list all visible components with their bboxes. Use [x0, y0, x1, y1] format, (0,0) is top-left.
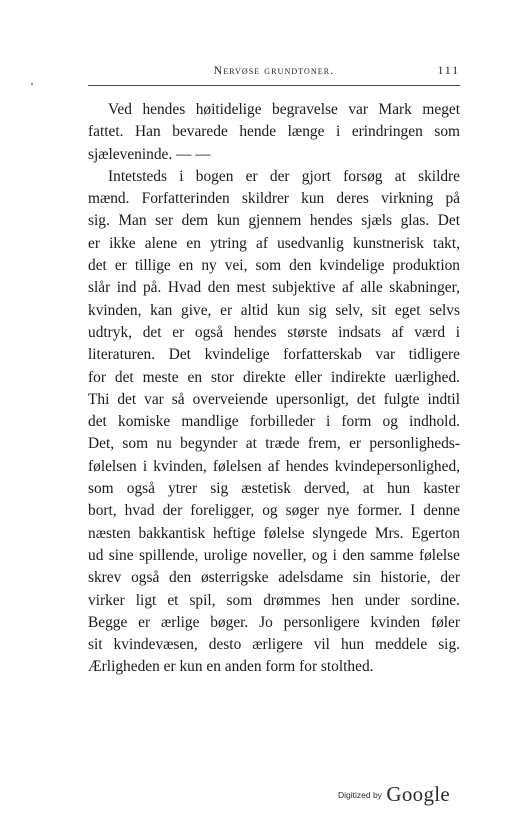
- text-line: sig. Man ser dem kun gjennem hendes sjæls glas. Det: [88, 212, 460, 230]
- text-line: Ved hendes høitidelige begravelse var Mark meget: [108, 101, 460, 118]
- text-line: mænd. Forfatterinden skildrer kun deres virkning på: [88, 190, 460, 208]
- text-line: slår ind på. Hvad den mest subjektive af alle skabninger,: [88, 279, 460, 297]
- text-line: kvinden, kan give, er altid kun sig selv, sit eget selvs: [88, 301, 460, 319]
- text-line: Ærligheden er kun en anden form for stolthed.: [88, 658, 374, 676]
- text-line: Begge er ærlige bøger. Jo personligere kvinden føler: [88, 613, 460, 631]
- text-line: udtryk, det er også hendes største indsats af værd i: [88, 323, 460, 341]
- body-text: [88, 99, 460, 679]
- text-line: sjæleveninde. — —: [88, 145, 211, 163]
- text-line: literaturen. Det kvindelige forfatterskab var tidligere: [88, 346, 460, 364]
- digitized-watermark: [338, 782, 450, 807]
- digitized-label: Digitized by: [337, 790, 382, 800]
- text-line: det komiske mandlige forbilleder i form og indhold.: [88, 413, 460, 431]
- text-line: følelsen i kvinden, følelsen af hendes kvindepersonlighed,: [88, 457, 460, 475]
- text-line: sit kvindevæsen, desto ærligere vil hun meddele sig.: [88, 636, 460, 654]
- google-logo: Google: [386, 782, 450, 806]
- header-rule: [88, 85, 460, 86]
- text-line: er ikke alene en ytring af usedvanlig kunstnerisk takt,: [88, 234, 460, 252]
- text-line: fattet. Han bevarede hende længe i erindringen som: [88, 123, 460, 141]
- text-line: som også ytrer sig æstetisk derved, at hun kaster: [88, 480, 460, 498]
- text-line: Thi det var så overveiende upersonligt, det fulgte indtil: [88, 390, 460, 408]
- text-line: virker ligt et spil, som drømmes hen under sordine.: [88, 591, 460, 609]
- text-line: Intetsteds i bogen er der gjort forsøg at skildre: [108, 167, 460, 185]
- page-number: 111: [437, 65, 460, 77]
- margin-mark: [31, 83, 33, 85]
- text-line: det er tillige en ny vei, som den kvindelige produktion: [88, 257, 460, 275]
- text-line: skrev også den østerrigske adelsdame sin historie, der: [88, 569, 460, 587]
- text-line: ud sine spillende, urolige noveller, og i den samme følelse: [88, 546, 460, 564]
- running-head: [88, 64, 460, 80]
- text-line: næsten bakkantisk heftige følelse slyngede Mrs. Egerton: [88, 524, 460, 542]
- text-line: for det meste en stor direkte eller indirekte uærlighed.: [88, 368, 460, 386]
- running-title: Nervøse grundtoner.: [213, 65, 335, 77]
- text-line: bort, hvad der foreligger, og søger nye former. I denne: [88, 502, 460, 520]
- text-line: Det, som nu begynder at træde frem, er personligheds-: [88, 435, 460, 453]
